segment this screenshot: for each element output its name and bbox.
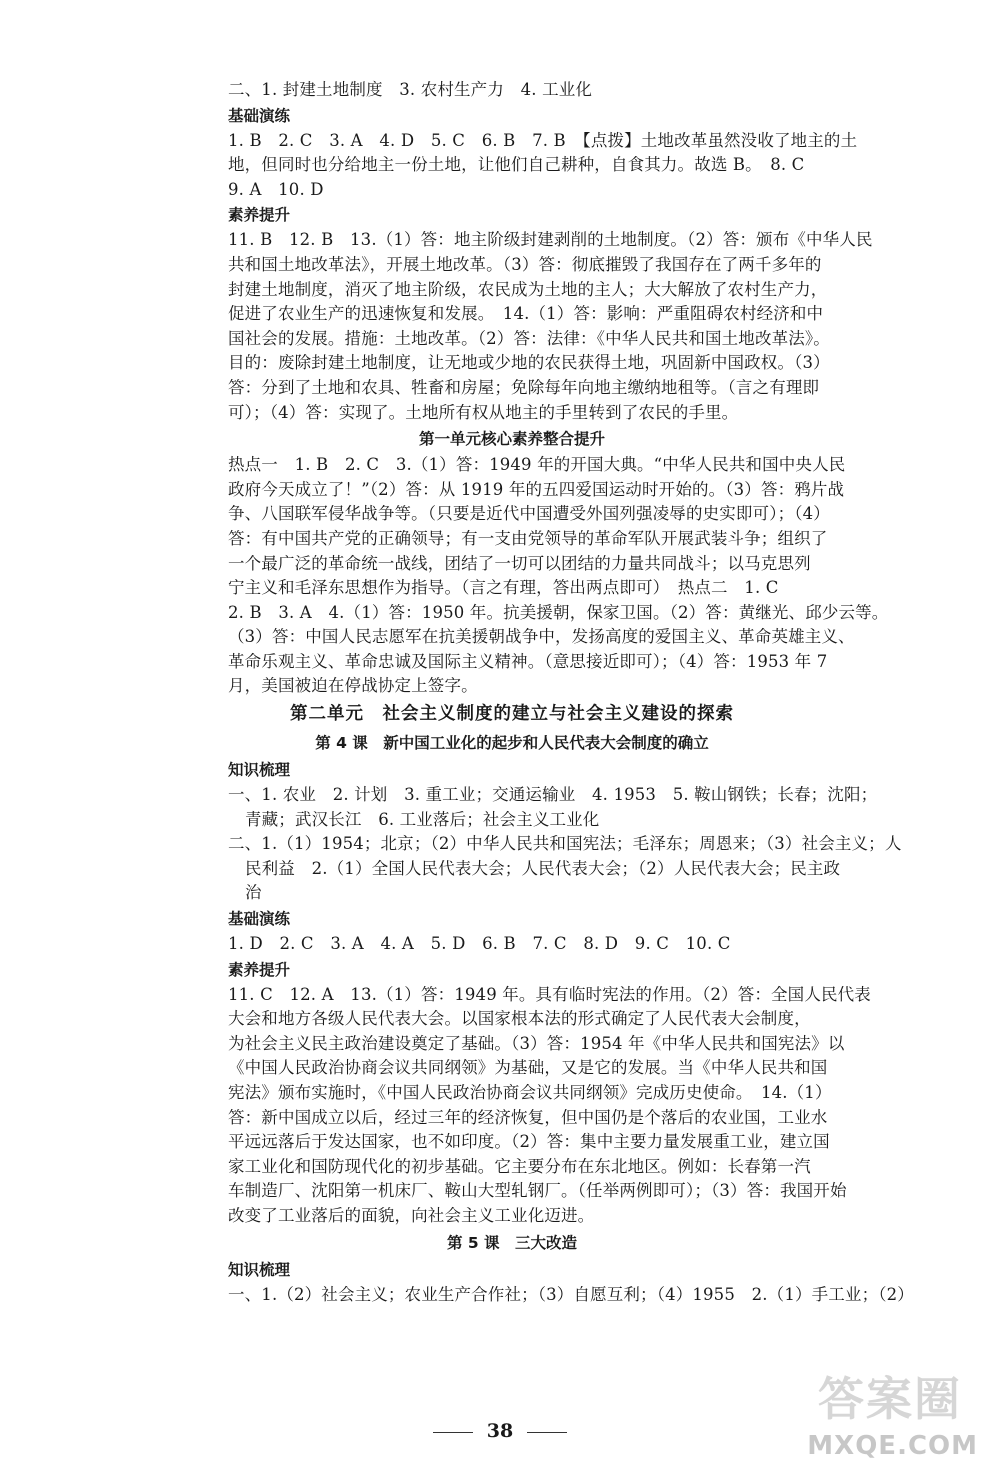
text-line: 改变了工业落后的面貌，向社会主义工业化迈进。 — [228, 1205, 595, 1225]
text-line: 地，但同时也分给地主一份土地，让他们自己耕种，自食其力。故选 B。 8. C — [228, 155, 805, 175]
text-line: 革命乐观主义、革命忠诚及国际主义精神。（意思接近即可）；（4）答：1953 年 7 — [228, 651, 828, 671]
text-line: 热点一 1. B 2. C 3.（1）答：1949 年的开国大典。“中华人民共和国中央人民 — [228, 455, 846, 475]
text-line: 答：分到了土地和农具、牲畜和房屋；免除每年向地主缴纳地租等。（言之有理即 — [228, 377, 820, 397]
text-line: 封建土地制度，消灭了地主阶级，农民成为土地的主人；大大解放了农村生产力， — [228, 279, 828, 299]
text-line: 9. A 10. D — [228, 179, 324, 199]
text-line: 宪法》颁布实施时，《中国人民政治协商会议共同纲领》完成历史使命。 14.（1） — [228, 1083, 832, 1102]
text-line: 一、1. 农业 2. 计划 3. 重工业；交通运输业 4. 1953 5. 鞍山钢铁；长春；沈阳； — [228, 785, 878, 805]
text-line: 月，美国被迫在停战协定上签字。 — [228, 676, 478, 696]
text-line: 大会和地方各级人民代表大会。以国家根本法的形式确定了人民代表大会制度， — [228, 1009, 811, 1029]
text-line: 答：新中国成立以后，经过三年的经济恢复，但中国仍是个落后的农业国，工业水 — [228, 1107, 828, 1127]
lesson-title: 第一单元核心素养整合提升 — [418, 430, 605, 449]
text-line: 一个最广泛的革命统一战线，团结了一切可以团结的力量共同战斗；以马克思列 — [228, 553, 811, 573]
text-line: 答：有中国共产党的正确领导；有一支由党领导的革命军队开展武装斗争；组织了 — [228, 528, 828, 548]
text-line: 11. C 12. A 13.（1）答：1949 年。具有临时宪法的作用。（2）答：全国人民代表 — [228, 984, 871, 1004]
section-heading: 知识梳理 — [228, 761, 291, 780]
text-line: 民利益 2.（1）全国人民代表大会；人民代表大会；（2）人民代表大会；民主政 — [245, 858, 841, 878]
text-line: 2. B 3. A 4.（1）答：1950 年。抗美援朝，保家卫国。（2）答：黄继光、邱少云等。 — [228, 602, 889, 622]
watermark-site-text: MXQE.COM — [807, 1431, 978, 1461]
lesson-title: 第 5 课 三大改造 — [446, 1233, 578, 1252]
text-line: 青藏；武汉长江 6. 工业落后；社会主义工业化 — [245, 809, 600, 829]
text-line: 可）；（4）答：实现了。土地所有权从地主的手里转到了农民的手里。 — [228, 402, 739, 422]
section-heading: 知识梳理 — [228, 1260, 291, 1279]
text-line: 目的：废除封建土地制度，让无地或少地的农民获得土地，巩固新中国政权。（3） — [228, 353, 830, 373]
text-line: （3）答：中国人民志愿军在抗美援朝战争中，发扬高度的爱国主义、革命英雄主义、 — [228, 627, 855, 647]
text-line: 车制造厂、沈阳第一机床厂、鞍山大型轧钢厂。（任举两例即可）；（3）答：我国开始 — [228, 1181, 847, 1201]
watermark-logo — [772, 1353, 982, 1463]
section-heading: 素养提升 — [228, 960, 291, 979]
text-line: 11. B 12. B 13.（1）答：地主阶级封建剥削的土地制度。（2）答：颁布《中华人民 — [228, 230, 873, 250]
text-line: 1. D 2. C 3. A 4. A 5. D 6. B 7. C 8. D 9. C 10. C — [228, 934, 731, 954]
watermark-logo-text: 答案圈 — [818, 1372, 962, 1426]
footer-dash-left — [433, 1432, 473, 1433]
lesson-title: 第 4 课 新中国工业化的起步和人民代表大会制度的确立 — [315, 734, 709, 753]
text-line: 平远远落后于发达国家，也不如印度。（2）答：集中主要力量发展重工业，建立国 — [228, 1132, 830, 1152]
text-line: 1. B 2. C 3. A 4. D 5. C 6. B 7. B 【点拨】土地改革虽然没收了地主的土 — [228, 130, 858, 150]
lesson-title: 第二单元 社会主义制度的建立与社会主义建设的探索 — [290, 704, 734, 725]
section-heading: 素养提升 — [228, 206, 291, 225]
footer-dash-right — [527, 1432, 567, 1433]
text-line: 争、八国联军侵华战争等。（只要是近代中国遭受外国列强凌辱的史实即可）；（4） — [228, 504, 830, 524]
text-line: 共和国土地改革法》，开展土地改革。（3）答：彻底摧毁了我国存在了两千多年的 — [228, 254, 822, 274]
text-line: 国社会的发展。措施：土地改革。（2）答：法律：《中华人民共和国土地改革法》。 — [228, 328, 830, 348]
page-number: 38 — [486, 1420, 514, 1442]
text-line: 家工业化和国防现代化的初步基础。它主要分布在东北地区。例如：长春第一汽 — [228, 1156, 811, 1176]
text-line: 二、1. 封建土地制度 3. 农村生产力 4. 工业化 — [228, 80, 593, 99]
text-line: 促进了农业生产的迅速恢复和发展。 14.（1）答：影响：严重阻碍农村经济和中 — [228, 304, 824, 324]
section-heading: 基础演练 — [228, 910, 291, 929]
section-heading: 基础演练 — [228, 106, 291, 125]
text-line: 宁主义和毛泽东思想作为指导。（言之有理，答出两点即可） 热点二 1. C — [228, 578, 779, 598]
answer-text-body — [228, 78, 914, 1307]
text-line: 为社会主义民主政治建设奠定了基础。（3）答：1954 年《中华人民共和国宪法》以 — [228, 1033, 845, 1053]
text-line: 治 — [245, 883, 262, 903]
text-line: 二、1.（1）1954；北京；（2）中华人民共和国宪法；毛泽东；周恩来；（3）社会主义；人 — [228, 834, 902, 854]
text-line: 《中国人民政治协商会议共同纲领》为基础，又是它的发展。当《中华人民共和国 — [228, 1058, 828, 1078]
text-line: 一、1.（2）社会主义；农业生产合作社；（3）自愿互利；（4）1955 2.（1）手工业；（2） — [228, 1284, 914, 1304]
text-line: 政府今天成立了！”（2）答：从 1919 年的五四爱国运动时开始的。（3）答：鸦片战 — [228, 479, 845, 499]
